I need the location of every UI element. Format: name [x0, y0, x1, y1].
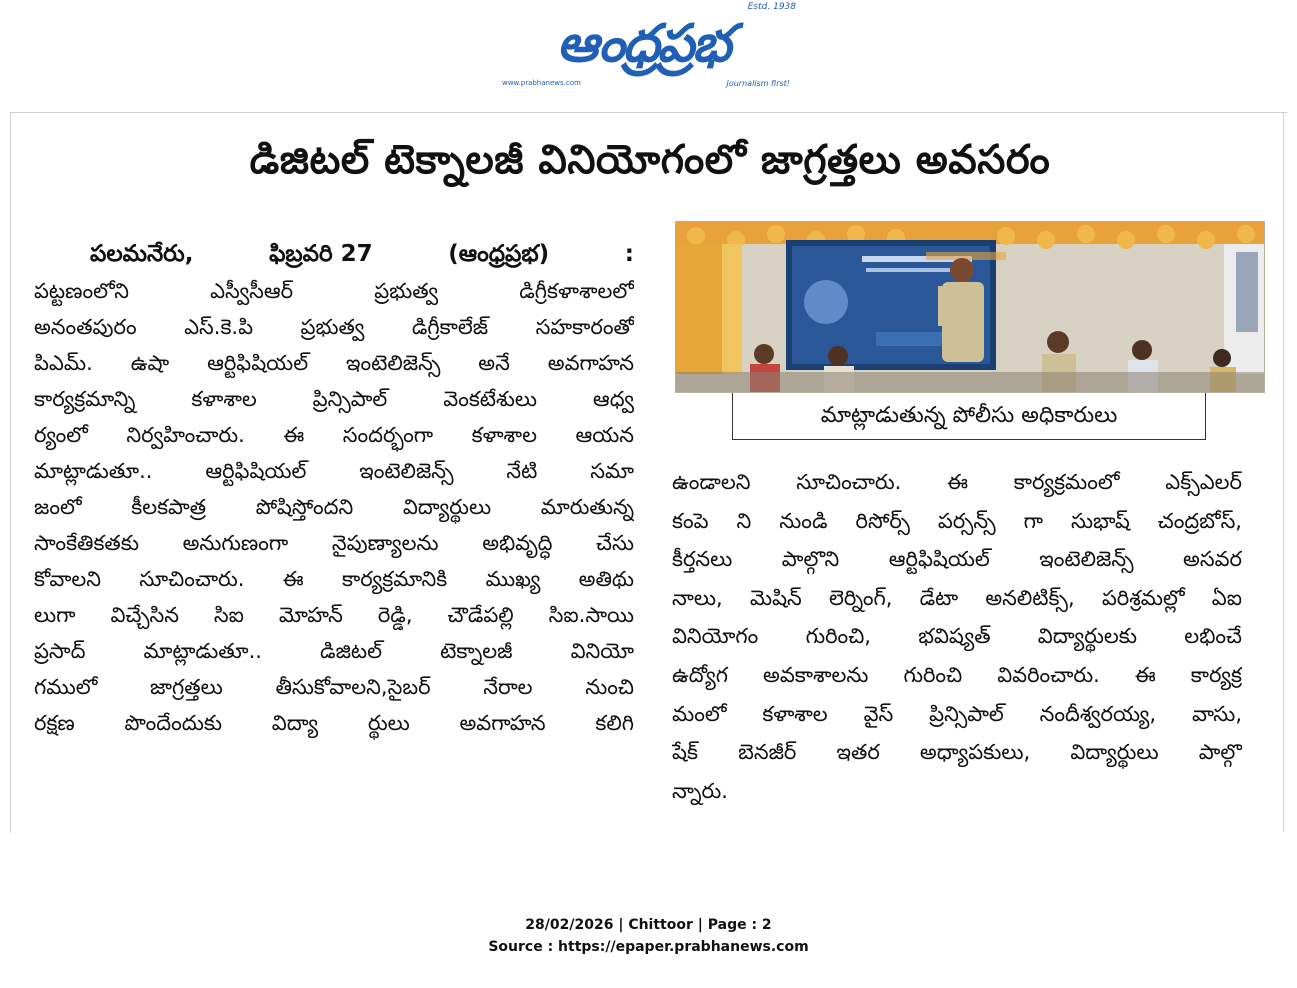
body-line: ప్రసాద్ మాట్లాడుతూ.. డిజిటల్ టెక్నాలజీ వినియో — [34, 639, 634, 663]
body-line: ఉండాలని సూచించారు. ఈ కార్యక్రమంలో ఎక్స్ఎలర్ — [672, 470, 1242, 494]
established-note: Estd. 1938 — [747, 2, 796, 12]
body-line: అనంతపురం ఎస్.కె.పి ప్రభుత్వ డిగ్రీకాలేజ్ సహకారంతో — [34, 315, 634, 339]
body-line: కీర్తనలు పాల్గొని ఆర్టిఫిషియల్ ఇంటెలిజెన్స్ అసవర — [672, 547, 1242, 572]
body-line: జంలో కీలకపాత్ర పోషిస్తోందని విద్యార్థులు మారుతున్న — [34, 495, 634, 519]
article-frame-right-border — [1283, 112, 1284, 832]
article-headline: డిజిటల్ టెక్నాలజీ వినియోగంలో జాగ్రత్తలు అవసరం — [249, 137, 1051, 183]
body-line: రక్షణ పొందేందుకు విద్యా ర్థులు అవగాహన కలిగి — [34, 711, 634, 735]
body-line: గములో జాగ్రత్తలు తీసుకోవాలని,సైబర్ నేరాల నుంచి — [34, 675, 634, 699]
body-line: కోవాలని సూచించారు. ఈ కార్యక్రమానికి ముఖ్య అతిథు — [34, 567, 634, 591]
body-line: ర్యంలో నిర్వహించారు. ఈ సందర్భంగా కళాశాల ఆయన — [34, 423, 634, 447]
body-line: కార్యక్రమాన్ని కళాశాల ప్రిన్సిపాల్ వెంకటేశులు ఆధ్వ — [34, 387, 634, 411]
logo-website: www.prabhanews.com — [502, 79, 581, 87]
dateline-source: (ఆంధ్రప్రభ) — [448, 241, 550, 267]
body-line: వినియోగం గురించి, భవిష్యత్ విద్యార్థులకు లభించే — [672, 624, 1242, 649]
body-line: మంలో కళాశాల వైస్ ప్రిన్సిపాల్ నందీశ్వరయ్య, వాసు, — [672, 701, 1242, 726]
body-line: కంపె ని నుండి రిసోర్స్ పర్సన్స్ గా సుభాష్ చంద్రబోస్, — [672, 508, 1242, 533]
body-line: లుగా విచ్చేసిన సిఐ మోహన్ రెడ్డి, చౌడేపల్లి సిఐ.సాయి — [34, 603, 634, 627]
dateline-colon: : — [624, 241, 634, 267]
article-left-column — [34, 236, 634, 741]
body-line: ఉద్యోగ అవకాశాలను గురించి వివరించారు. ఈ కార్యక్ర — [672, 662, 1242, 687]
article-photo — [675, 221, 1265, 393]
body-line: పట్టణంలోని ఎస్వీసీఆర్ ప్రభుత్వ డిగ్రీకళాశాలలో — [34, 279, 634, 303]
event-photo-illustration — [676, 222, 1264, 392]
page-footer — [0, 914, 1297, 958]
logo-wordmark: ఆంధ్రప్రభ — [556, 14, 730, 74]
body-line: షేక్ బెనజీర్ ఇతర అధ్యాపకులు, విద్యార్థులు పాల్గొ — [672, 740, 1242, 765]
masthead — [0, 0, 1297, 100]
article-right-column — [672, 463, 1242, 810]
photo-caption: మాట్లాడుతున్న పోలీసు అధికారులు — [732, 393, 1206, 440]
body-line: సాంకేతికతకు అనుగుణంగా నైపుణ్యాలను అభివృద్ధి చేసు — [34, 531, 634, 555]
dateline — [34, 236, 634, 273]
newspaper-logo[interactable] — [498, 2, 798, 88]
edition-info: 28/02/2026 | Chittoor | Page : 2 — [525, 917, 772, 933]
body-line: మాట్లాడుతూ.. ఆర్టిఫిషియల్ ఇంటెలిజెన్స్ నేటి సమా — [34, 459, 634, 483]
logo-tagline: Journalism first! — [726, 79, 790, 88]
body-line: నాలు, మెషిన్ లెర్నింగ్, డేటా అనలిటిక్స్, పరిశ్రమల్లో ఏఐ — [672, 585, 1242, 610]
dateline-date: ఫిబ్రవరి 27 — [269, 241, 373, 267]
body-line: న్నారు. — [672, 778, 728, 803]
body-line: పిఎమ్. ఉషా ఆర్టిఫిషియల్ ఇంటెలిజెన్స్ అనే అవగాహన — [34, 351, 634, 375]
source-link[interactable]: Source : https://epaper.prabhanews.com — [488, 939, 809, 955]
dateline-place: పలమనేరు, — [90, 241, 194, 267]
